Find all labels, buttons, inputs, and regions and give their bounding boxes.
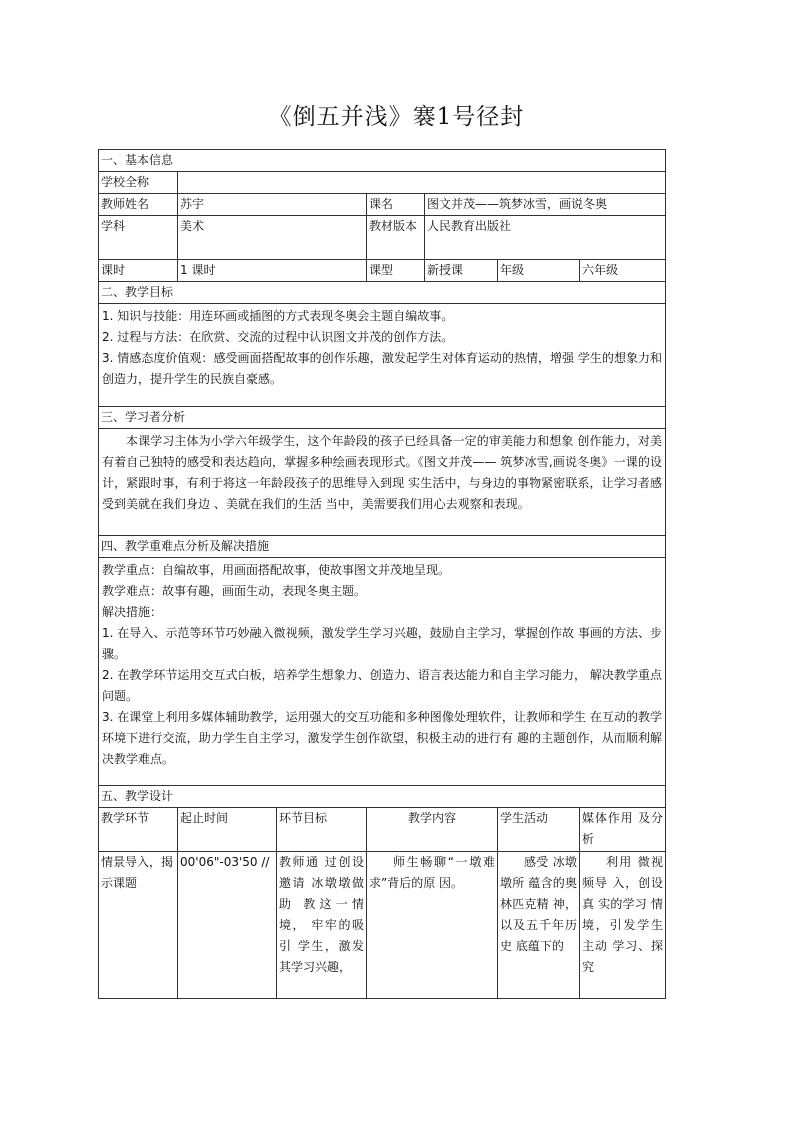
goal-item: 3. 情感态度价值观：感受画面搭配故事的创作乐趣，激发起学生对体育运动的热情，增强 学生的想象力和创造力，提升学生的民族自豪感。 bbox=[102, 351, 663, 386]
header-activity: 学生活动 bbox=[498, 808, 580, 852]
section-basic-info bbox=[99, 150, 666, 172]
lesson-value: 图文并茂——筑梦冰雪，画说冬奥 bbox=[425, 194, 666, 216]
keypoint-line: 解决措施： bbox=[102, 605, 163, 619]
school-row bbox=[99, 172, 666, 194]
design-header-row bbox=[99, 808, 666, 852]
keypoints-text bbox=[99, 558, 666, 786]
school-label: 学校全称 bbox=[99, 172, 178, 194]
header-stage: 教学环节 bbox=[99, 808, 178, 852]
keypoint-line: 3. 在课堂上利用多媒体辅助教学，运用强大的交互功能和多种图像处理软件，让教师和学生 在互动的教学环境下进行交流，助力学生自主学习，激发学生创作欲望，积极主动的进行有 趣的主题创作，从而顺利解决教学难点。 bbox=[102, 710, 663, 766]
grade-value: 六年级 bbox=[580, 260, 666, 282]
cell-time: 00'06"-03'50 // bbox=[178, 852, 277, 999]
section-goals bbox=[99, 282, 666, 304]
subject-label: 学科 bbox=[99, 216, 178, 260]
learners-paragraph: 本课学习主体为小学六年级学生，这个年龄段的孩子已经具备一定的审美能力和想象 创作能力，对美有着自己独特的感受和表达趋向，掌握多种绘画表现形式。《图文并茂—— 筑梦冰雪,画说冬奥》一课的设计，紧跟时事，有利于将这一年龄段孩子的思维导入到现 实生活中，与身边的事物紧密联系，让学习者感受到美就在我们身边 、美就在我们的生活 当中，美需要我们用心去观察和表现。 bbox=[102, 434, 663, 511]
section-keypoints bbox=[99, 536, 666, 558]
cell-activity: 感受 冰墩墩所 蕴含的奥 林匹克精 神，以及五千年历史 底蕴下的 bbox=[498, 852, 580, 999]
hours-value: 1 课时 bbox=[178, 260, 367, 282]
teacher-value: 苏宇 bbox=[178, 194, 367, 216]
school-value bbox=[178, 172, 666, 194]
section-title: 五、教学设计 bbox=[99, 786, 666, 808]
learners-text bbox=[99, 429, 666, 536]
goal-item: 1. 知识与技能：用连环画或插图的方式表现冬奥会主题自编故事。 bbox=[102, 309, 454, 323]
design-row bbox=[99, 852, 666, 999]
teacher-row bbox=[99, 194, 666, 216]
keypoint-line: 1. 在导入、示范等环节巧妙融入微视频，激发学生学习兴趣，鼓励自主学习，掌握创作故 事画的方法、步骤。 bbox=[102, 626, 663, 661]
section-title: 二、教学目标 bbox=[99, 282, 666, 304]
section-title: 四、教学重难点分析及解决措施 bbox=[99, 536, 666, 558]
header-media: 媒体作用 及分析 bbox=[580, 808, 666, 852]
goals-row bbox=[99, 304, 666, 407]
grade-label: 年级 bbox=[498, 260, 580, 282]
keypoint-line: 教学难点：故事有趣，画面生动，表现冬奥主题。 bbox=[102, 584, 367, 598]
header-content: 教学内容 bbox=[367, 808, 498, 852]
learners-row bbox=[99, 429, 666, 536]
cell-goal: 教师通 过创设邀请 冰墩墩做 助 教这一情境， 牢牢的吸 引 学生，激发 其学习兴趣， bbox=[277, 852, 367, 999]
hours-row bbox=[99, 260, 666, 282]
type-value: 新授课 bbox=[425, 260, 498, 282]
page-title: 《倒五并浅》褰1号径封 bbox=[268, 104, 525, 130]
subject-row bbox=[99, 216, 666, 260]
type-label: 课型 bbox=[367, 260, 425, 282]
goal-item: 2. 过程与方法：在欣赏、交流的过程中认识图文并茂的创作方法。 bbox=[102, 330, 454, 344]
lesson-plan-table bbox=[98, 149, 666, 999]
keypoints-row bbox=[99, 558, 666, 786]
section-title: 三、学习者分析 bbox=[99, 407, 666, 429]
header-goal: 环节目标 bbox=[277, 808, 367, 852]
section-design bbox=[99, 786, 666, 808]
section-learners bbox=[99, 407, 666, 429]
textbook-label: 教材版本 bbox=[367, 216, 425, 260]
subject-value: 美术 bbox=[178, 216, 367, 260]
hours-label: 课时 bbox=[99, 260, 178, 282]
textbook-value: 人民教育出版社 bbox=[425, 216, 666, 260]
header-time: 起止时间 bbox=[178, 808, 277, 852]
cell-content: 师生畅聊“一墩难求”背后的原 因。 bbox=[367, 852, 498, 999]
cell-stage: 情景导入，揭示课题 bbox=[99, 852, 178, 999]
cell-media: 利用 微视频导 入，创设真 实的学习 情境，引发学生主动 学习、探究 bbox=[580, 852, 666, 999]
keypoint-line: 教学重点：自编故事，用画面搭配故事，使故事图文并茂地呈现。 bbox=[102, 563, 451, 577]
keypoint-line: 2. 在教学环节运用交互式白板，培养学生想象力、创造力、语言表达能力和自主学习能力， 解决教学重点问题。 bbox=[102, 668, 663, 703]
lesson-label: 课名 bbox=[367, 194, 425, 216]
goals-text bbox=[99, 304, 666, 407]
section-title: 一、基本信息 bbox=[99, 150, 666, 172]
teacher-label: 教师姓名 bbox=[99, 194, 178, 216]
